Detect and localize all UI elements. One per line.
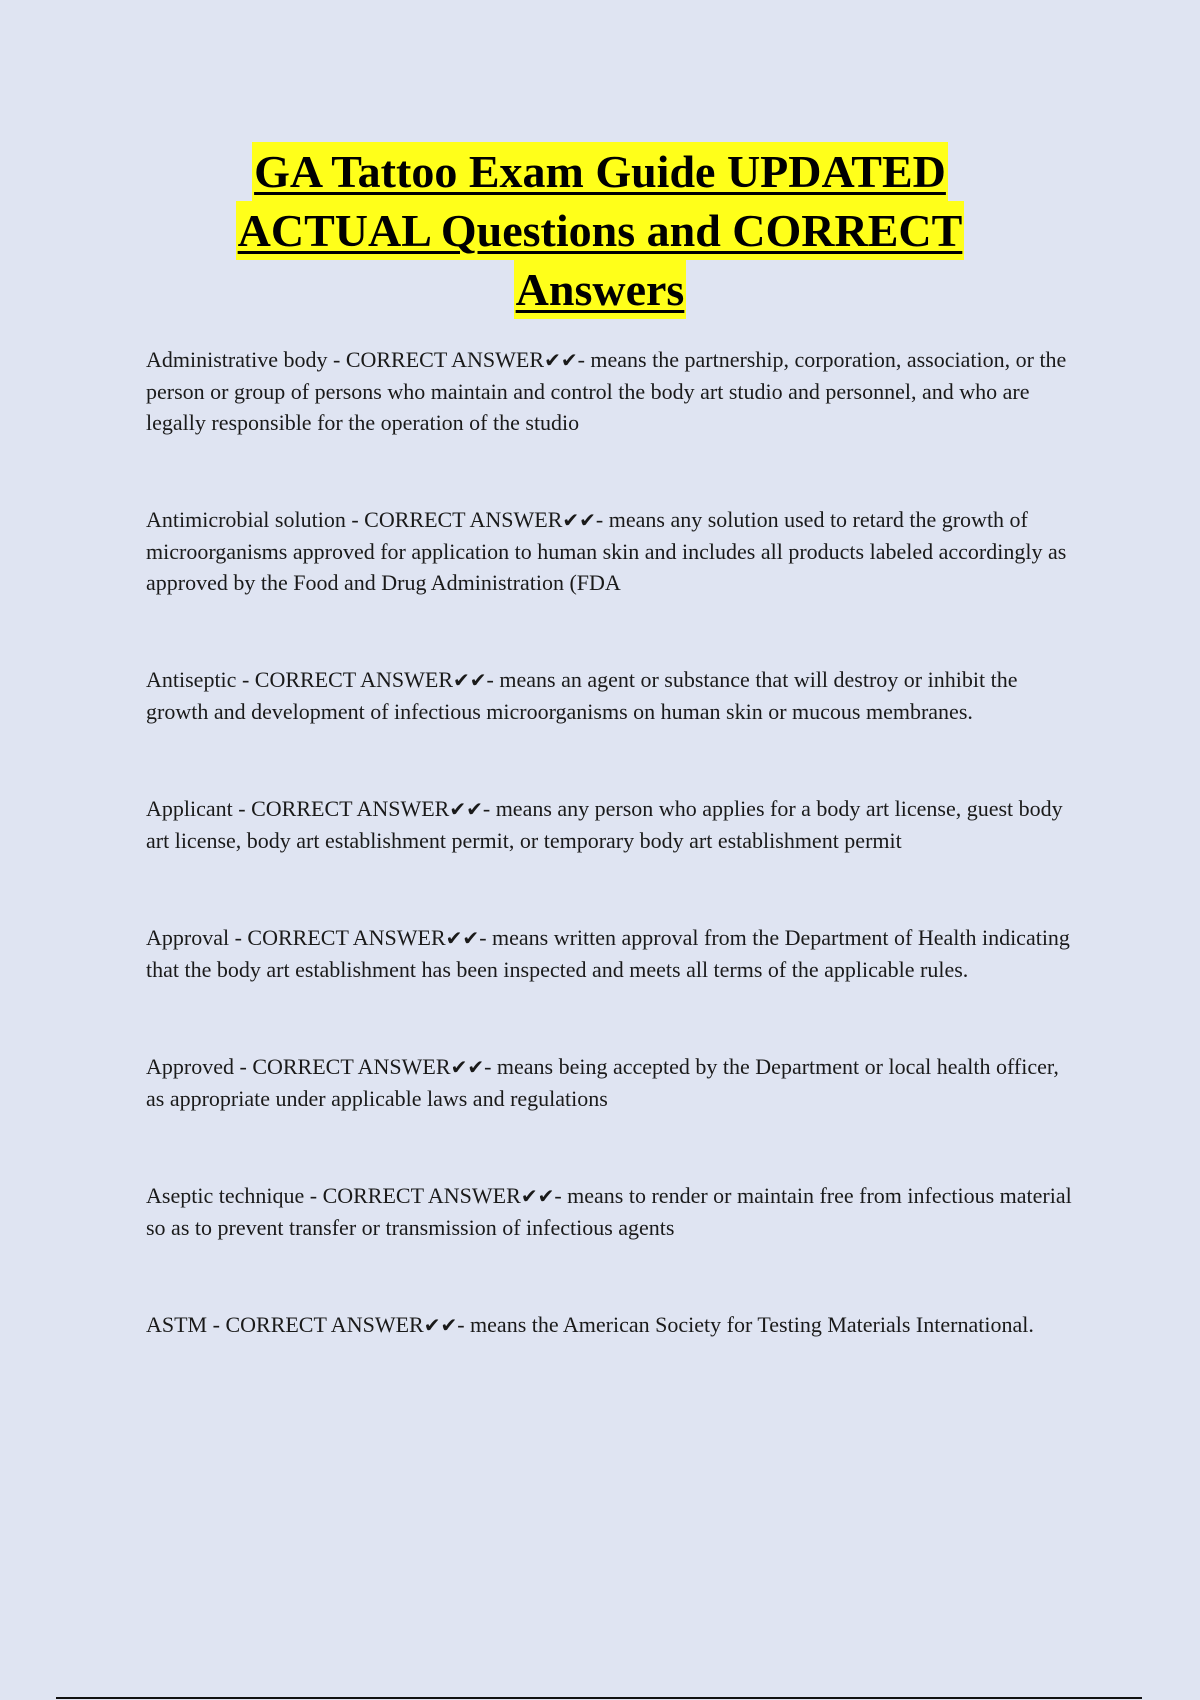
double-check-icon: ✔✔: [423, 1313, 458, 1337]
entry-definition: means any person who applies for a body art license, guest body art license, body art establishment permit, or temporary body art establishment permit: [146, 796, 1063, 853]
answer-marker: CORRECT ANSWER: [254, 667, 454, 692]
answer-marker: CORRECT ANSWER: [364, 507, 563, 532]
double-check-icon: ✔✔: [445, 926, 480, 950]
footer-divider: [56, 1697, 1142, 1699]
entry-term: Aseptic technique: [146, 1183, 305, 1208]
answer-marker: CORRECT ANSWER: [251, 796, 450, 821]
double-check-icon: ✔✔: [562, 508, 596, 532]
glossary-entry: Approval - CORRECT ANSWER✔✔- means written approval from the Department of Health indicating that the body art establishment has been inspected and meets all terms of the applicable rules.: [146, 925, 1070, 982]
answer-marker: CORRECT ANSWER: [225, 1312, 424, 1337]
entry-term: Approved: [146, 1054, 234, 1079]
entry-term: Antiseptic: [146, 667, 237, 692]
entry-definition: means the partnership, corporation, association, or the person or group of persons who maintain and control the body art studio and personnel, and who are legally responsible for the operation of the studio: [146, 347, 1067, 435]
entry-term: Approval: [146, 925, 230, 950]
entry-term: Administrative body: [146, 347, 328, 372]
title-line-3: Answers: [514, 260, 687, 319]
glossary-entry: Antimicrobial solution - CORRECT ANSWER✔✔- means any solution used to retard the growth of microorganisms approved for application to human skin and includes all products labeled accordingly as approved by the Food and Drug Administration (FDA: [146, 507, 1067, 595]
title-line-1: GA Tattoo Exam Guide UPDATED: [252, 142, 948, 201]
double-check-icon: ✔✔: [520, 1184, 555, 1208]
document-title: [100, 142, 1100, 319]
entry-definition: means any solution used to retard the growth of microorganisms approved for application to human skin and includes all products labeled accordingly as approved by the Food and Drug Administration (FDA: [146, 507, 1067, 595]
glossary-entry: Administrative body - CORRECT ANSWER✔✔- means the partnership, corporation, association, or the person or group of persons who maintain and control the body art studio and personnel, and who are legally responsible for the operation of the studio: [146, 347, 1067, 435]
glossary-entry: Applicant - CORRECT ANSWER✔✔- means any person who applies for a body art license, guest body art license, body art establishment permit, or temporary body art establishment permit: [146, 796, 1063, 853]
answer-marker: CORRECT ANSWER: [322, 1183, 521, 1208]
entry-definition: means written approval from the Department of Health indicating that the body art establishment has been inspected and meets all terms of the applicable rules.: [146, 925, 1070, 982]
glossary-entry: Approved - CORRECT ANSWER✔✔- means being accepted by the Department or local health officer, as appropriate under applicable laws and regulations: [146, 1054, 1059, 1111]
answer-marker: CORRECT ANSWER: [247, 925, 446, 950]
double-check-icon: ✔✔: [450, 1055, 485, 1079]
glossary-entry: Antiseptic - CORRECT ANSWER✔✔- means an agent or substance that will destroy or inhibit the growth and development of infectious microorganisms on human skin or mucous membranes.: [146, 667, 1018, 724]
title-line-2: ACTUAL Questions and CORRECT: [236, 201, 965, 260]
entry-term: Applicant: [146, 796, 233, 821]
entry-term: ASTM: [146, 1312, 208, 1337]
double-check-icon: ✔✔: [449, 797, 483, 821]
entry-definition: means an agent or substance that will destroy or inhibit the growth and development of infectious microorganisms on human skin or mucous membranes.: [146, 667, 1018, 724]
glossary-entry: ASTM - CORRECT ANSWER✔✔- means the American Society for Testing Materials International.: [146, 1312, 1034, 1337]
glossary-entries: [146, 344, 1076, 1407]
entry-definition: means the American Society for Testing Materials International.: [470, 1312, 1034, 1337]
answer-marker: CORRECT ANSWER: [252, 1054, 451, 1079]
answer-marker: CORRECT ANSWER: [345, 347, 545, 372]
double-check-icon: ✔✔: [544, 348, 578, 372]
entry-definition: means being accepted by the Department or local health officer, as appropriate under applicable laws and regulations: [146, 1054, 1059, 1111]
entry-definition: means to render or maintain free from infectious material so as to prevent transfer or transmission of infectious agents: [146, 1183, 1072, 1240]
glossary-entry: Aseptic technique - CORRECT ANSWER✔✔- means to render or maintain free from infectious material so as to prevent transfer or transmission of infectious agents: [146, 1183, 1072, 1240]
double-check-icon: ✔✔: [453, 668, 487, 692]
entry-term: Antimicrobial solution: [146, 507, 346, 532]
